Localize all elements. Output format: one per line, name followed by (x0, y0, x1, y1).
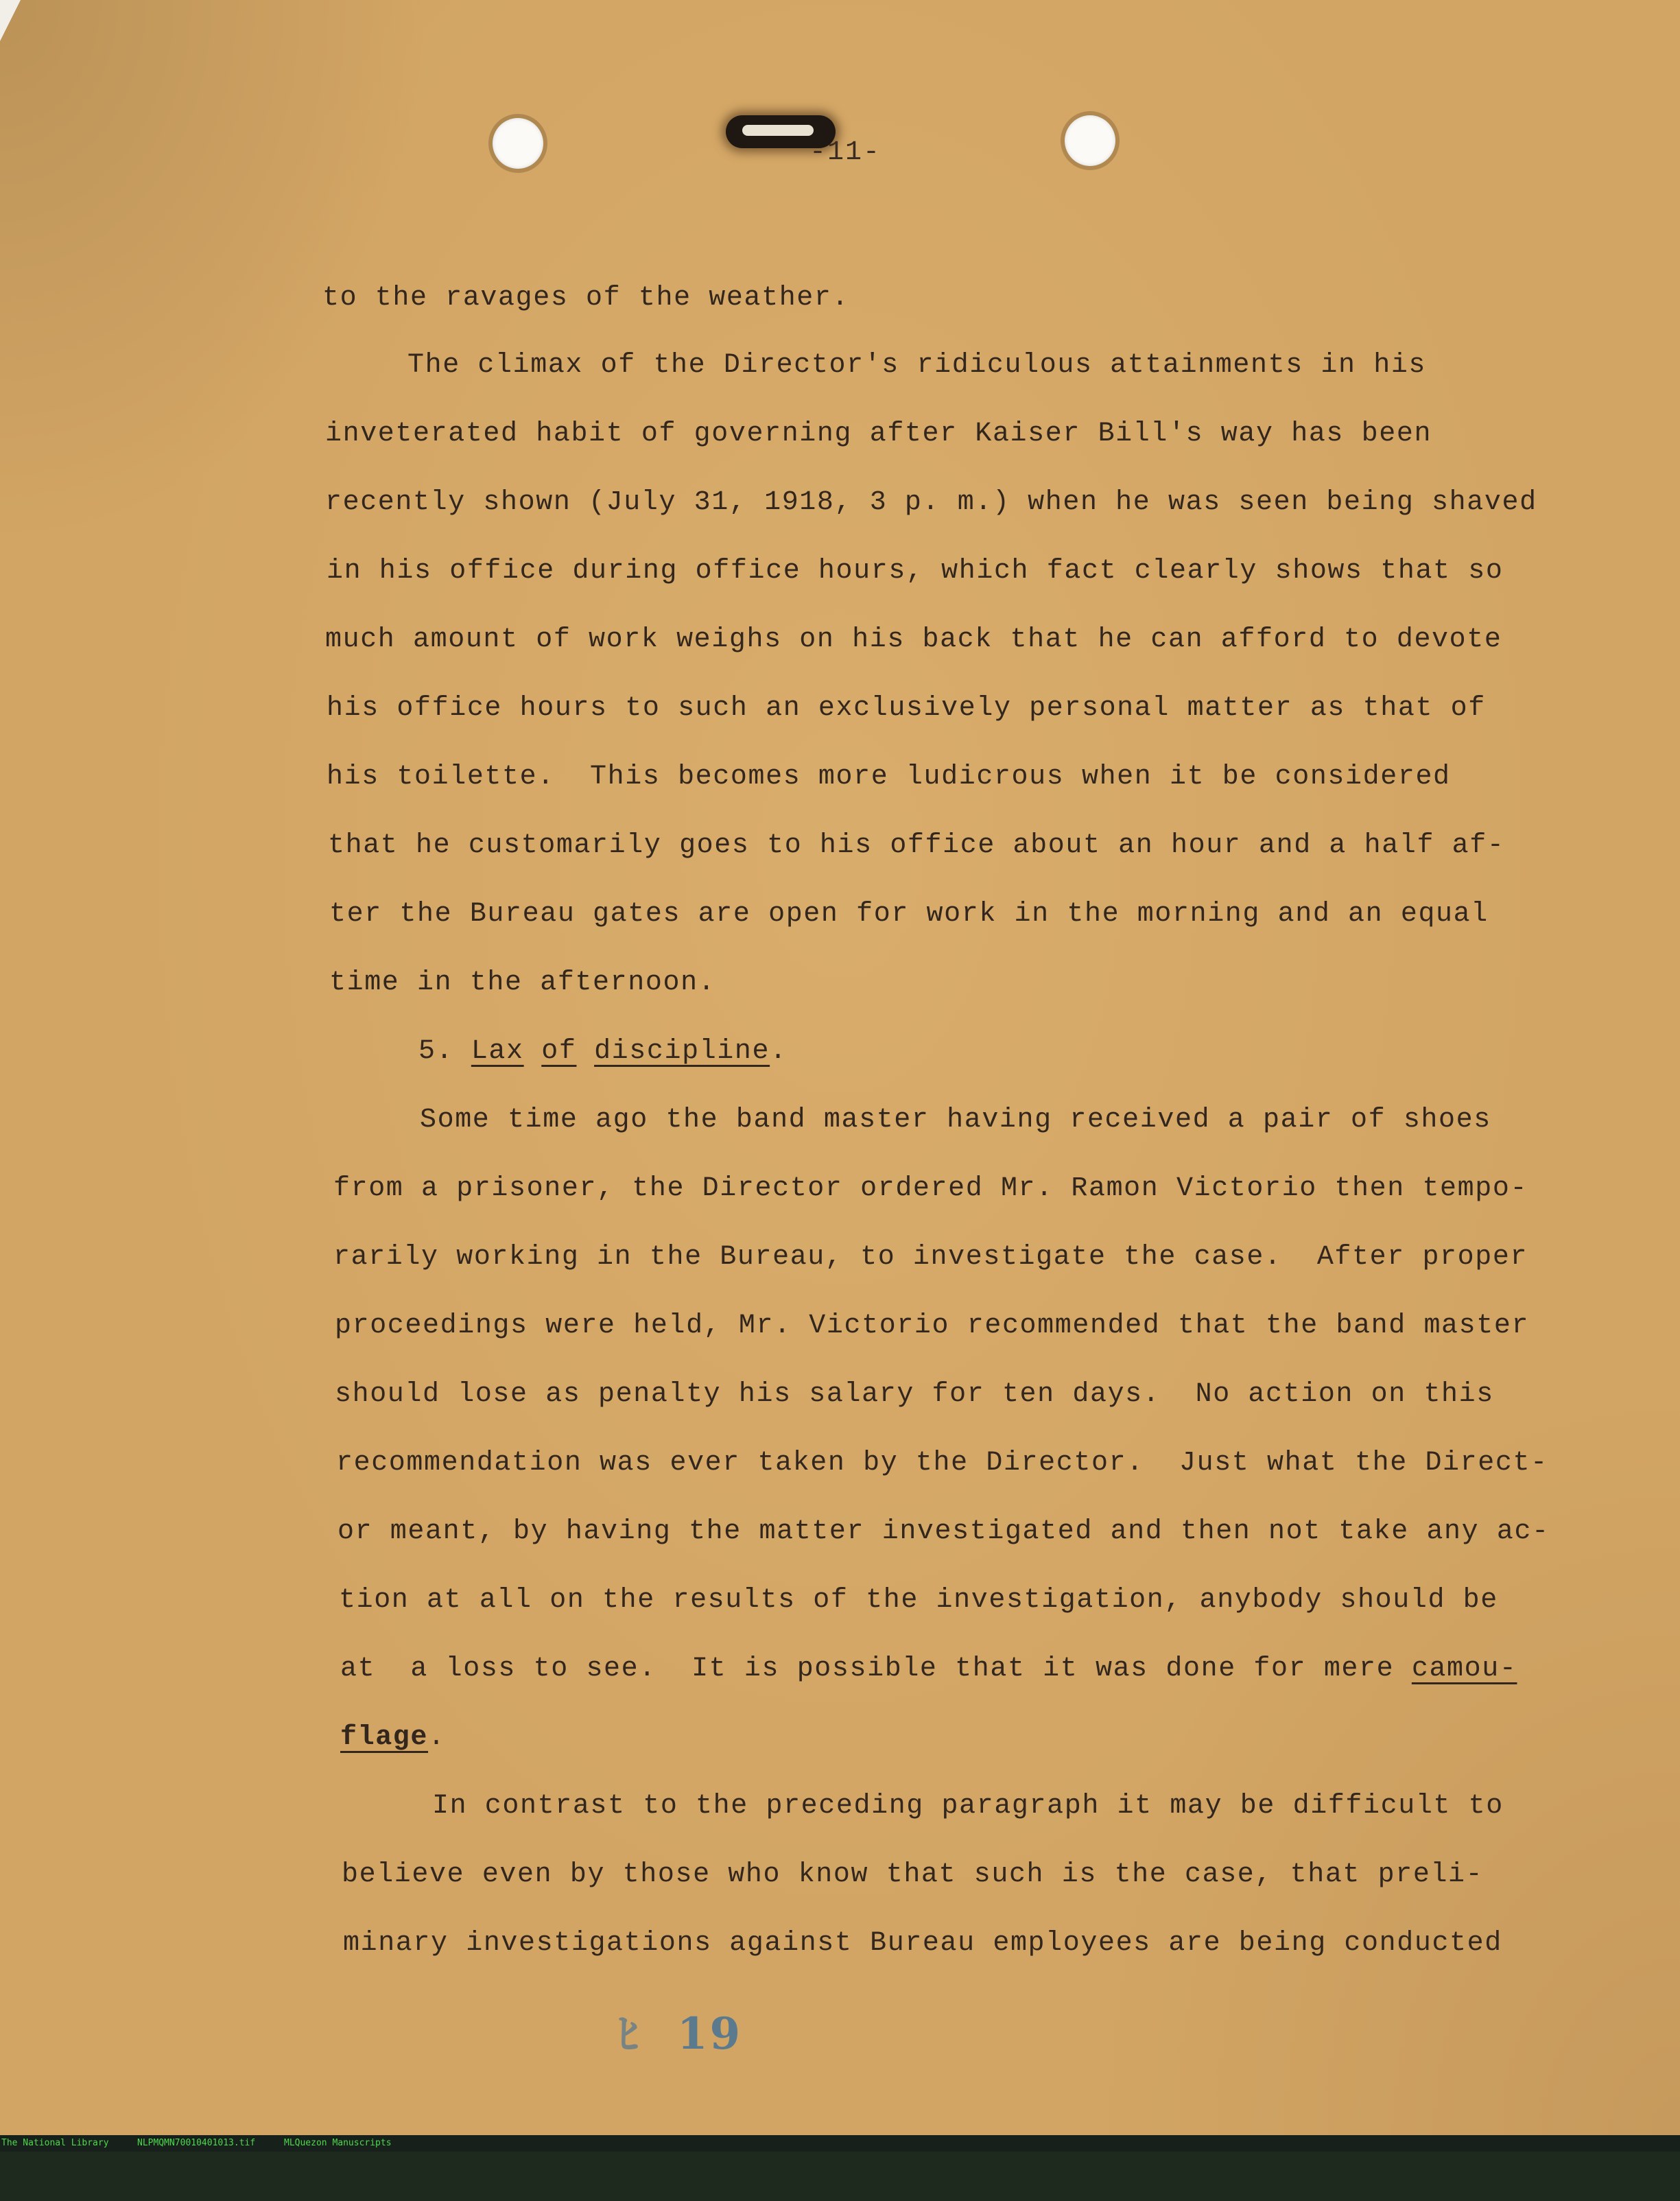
text-line: in his office during office hours, which fact clearly shows that so (327, 556, 1504, 587)
text-line: rarily working in the Bureau, to investigate the case. After proper (333, 1242, 1528, 1273)
footer-library: The National Library (1, 2138, 109, 2148)
archive-stamp (617, 2000, 742, 2061)
text-line: should lose as penalty his salary for ten days. No action on this (335, 1379, 1494, 1410)
text-fragment: . (428, 1722, 446, 1753)
page-number: -11- (809, 137, 882, 168)
text-line: believe even by those who know that such is the case, that preli- (342, 1859, 1484, 1890)
section-title-word: Lax (471, 1036, 524, 1067)
footer-file: NLPMQMN70010401013.tif (137, 2138, 256, 2148)
footer-collection: MLQuezon Manuscripts (284, 2138, 392, 2148)
text-line: In contrast to the preceding paragraph it may be difficult to (432, 1791, 1504, 1822)
text-line: from a prisoner, the Director ordered Mr. Ramon Victorio then tempo- (333, 1173, 1528, 1204)
section-number: 5. (418, 1036, 454, 1067)
punch-hole-left (493, 118, 543, 169)
text-line: to the ravages of the weather. (322, 283, 850, 314)
text-line: recommendation was ever taken by the Director. Just what the Direct- (336, 1448, 1548, 1479)
text-line: or meant, by having the matter investigated and then not take any ac- (338, 1516, 1550, 1547)
text-fragment: at a loss to see. It is possible that it was done for mere (340, 1653, 1412, 1684)
text-line: his office hours to such an exclusively personal matter as that of (327, 693, 1486, 724)
text-line: proceedings were held, Mr. Victorio recommended that the band master (335, 1310, 1530, 1341)
punch-hole-right (1065, 115, 1115, 166)
text-line: much amount of work weighs on his back that he can afford to devote (325, 624, 1502, 655)
section-heading (418, 1036, 788, 1067)
scan-footer (0, 2135, 1680, 2152)
text-line: that he customarily goes to his office about an hour and a half af- (328, 830, 1505, 861)
underlined-word: flage (340, 1722, 429, 1753)
folded-corner (0, 0, 21, 41)
stamp-number: 19 (677, 2008, 743, 2060)
section-period: . (770, 1036, 788, 1067)
text-line: tion at all on the results of the investigation, anybody should be (339, 1585, 1498, 1616)
text-line: minary investigations against Bureau employees are being conducted (343, 1928, 1502, 1959)
text-line: inveterated habit of governing after Kaiser Bill's way has been (325, 419, 1432, 449)
text-line (340, 1653, 1517, 1684)
text-line: recently shown (July 31, 1918, 3 p. m.) when he was seen being shaved (325, 487, 1537, 518)
section-title-word: discipline (594, 1036, 770, 1067)
text-line: The climax of the Director's ridiculous attainments in his (407, 350, 1427, 381)
stamp-mark: ﾋ (617, 2009, 639, 2059)
section-title-word: of (541, 1036, 577, 1067)
text-line: ter the Bureau gates are open for work in the morning and an equal (329, 899, 1489, 930)
underlined-word: camou- (1411, 1653, 1517, 1684)
text-line: his toilette. This becomes more ludicrous when it be considered (327, 762, 1451, 792)
text-line (340, 1722, 446, 1753)
text-line: Some time ago the band master having received a pair of shoes (420, 1105, 1491, 1135)
text-line: time in the afternoon. (329, 967, 716, 998)
